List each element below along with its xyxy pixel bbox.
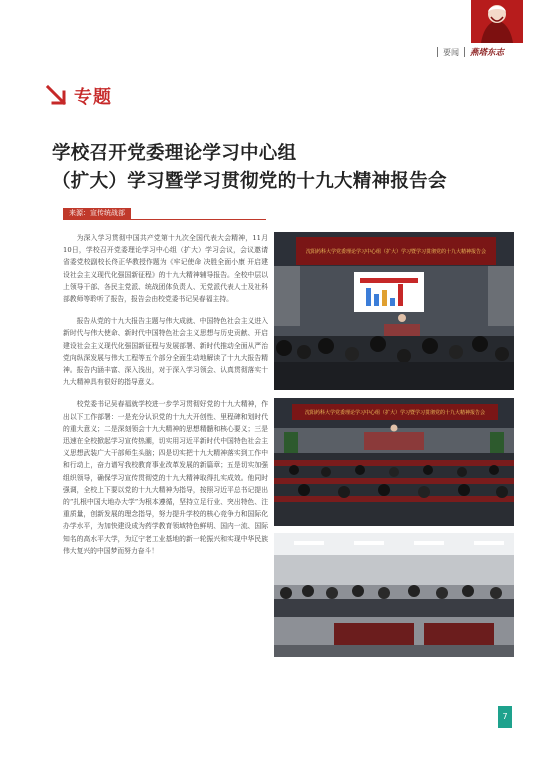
magazine-logo (471, 0, 523, 43)
header-brand: 燕塔东志 (470, 48, 505, 58)
header-divider (437, 47, 438, 57)
meeting-photo-3 (274, 533, 514, 657)
source-rule (63, 219, 266, 220)
article-title-line1: 学校召开党委理论学习中心组 (52, 143, 297, 164)
header-section: 要闻 (443, 47, 459, 57)
running-header (437, 45, 523, 59)
page-number: 7 (498, 706, 512, 728)
source-tag: 来源：宣传统战部 (63, 208, 131, 219)
paragraph: 校党委书记吴春福就学校进一步学习贯彻好党的十九大精神，作出以下工作部署：一是充分认识党的十九大开创性、里程碑和划时代的重大意义；二是深刻领会十九大精神的思想精髓和核心要义；三是迅速在全校掀起学习宣传热潮，切实用习近平新时代中国特色社会主义思想武装广大干部师生头脑；四是切实把十九大精神落实到工作中和行动上，奋力谱写我校教育事业改革发展的新篇章；五是切实加强组织领导，确保学习宣传贯彻党的十九大精神取得扎实成效。他同时强调，全校上下要以党的十九大精神为指导，按照习近平总书记提出的“扎根中国大地办大学”为根本遵循，坚持立足行业、突出特色、注重质量，创新发展的理念指导，努力提升学校的核心竞争力和国际化办学水平，为加快建设成为药学教育领域特色鲜明、国内一流、国际知名的高水平大学，为辽宁老工业基地的新一轮振兴和实现中华民族伟大复兴的中国梦而努力奋斗！ (63, 400, 268, 555)
banner-text: 沈阳药科大学党委理论学习中心组（扩大）学习暨学习贯彻党的十九大精神报告会 (305, 249, 487, 255)
section-label (45, 83, 112, 109)
paragraph: 为深入学习贯彻中国共产党第十九次全国代表大会精神，11月10日，学校召开党委理论学习中心组（扩大）学习会议，会议邀请省委党校副校长佟正华教授作题为《牢记使命 决胜全面小康 开启建设社会主义现代化强国新征程》的十九大精神辅导报告。全校中层以上领导干部、各民主党派、统战团体负责人、无党派代表人士及社科部教师等聆听了报告，报告会由校党委书记吴春福主持。 (63, 234, 268, 304)
banner-text: 沈阳药科大学党委理论学习中心组（扩大）学习暨学习贯彻党的十九大精神报告会 (304, 410, 486, 416)
seminar-room-image (274, 533, 514, 657)
meeting-scene-image (274, 232, 514, 390)
meeting-photo-1 (274, 232, 514, 390)
article-body (63, 232, 268, 567)
article-title-line2: （扩大）学习暨学习贯彻党的十九大精神报告会 (52, 171, 447, 192)
section-label-text: 专题 (74, 87, 112, 108)
meeting-photo-2 (274, 398, 514, 526)
paragraph: 报告从党的十九大报告主题与伟大成就、中国特色社会主义进入新时代与伟大使命、新时代中国特色社会主义思想与历史贡献、开启建设社会主义现代化强国新征程与发展部署、新时代推动全面从严治党向纵深发展与伟大工程等五个部分全面生动地解读了十九大报告精神。报告内涵丰富、深入浅出，对于深入学习领会、认真贯彻落实十九大精神具有很好的指导意义。 (63, 317, 268, 387)
article-title (52, 140, 512, 196)
header-divider (464, 47, 465, 57)
portrait-logo-icon (471, 0, 523, 43)
auditorium-scene-image (274, 398, 514, 526)
arrow-down-right-icon (45, 84, 69, 108)
